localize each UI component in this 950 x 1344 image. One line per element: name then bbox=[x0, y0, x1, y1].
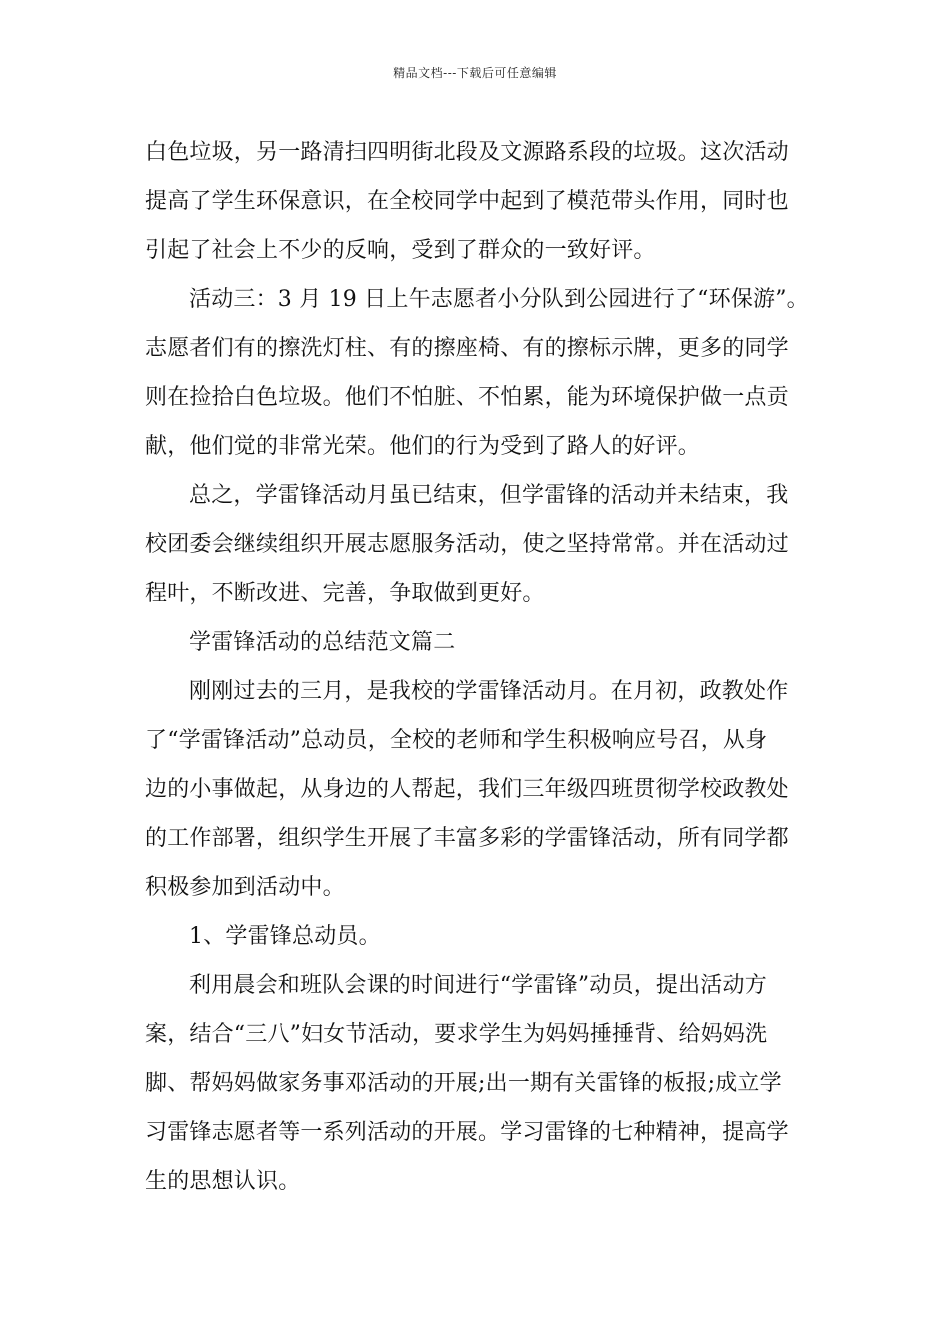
text-line: 利用晨会和班队会课的时间进行“学雷锋”动员，提出活动方 bbox=[189, 973, 767, 998]
text-line: 提高了学生环保意识，在全校同学中起到了模范带头作用，同时也 bbox=[145, 189, 789, 214]
text-line: 总之，学雷锋活动月虽已结束，但学雷锋的活动并未结束，我 bbox=[189, 483, 789, 508]
heading-line: 学雷锋活动的总结范文篇二 bbox=[189, 630, 456, 655]
text-line: 刚刚过去的三月，是我校的学雷锋活动月。在月初，政教处作 bbox=[189, 679, 789, 704]
text-line: 则在捡拾白色垃圾。他们不怕脏、不怕累，能为环境保护做一点贡 bbox=[145, 385, 789, 410]
subheading-line: 1、学雷锋总动员。 bbox=[189, 924, 381, 949]
text-line: 案，结合“三八”妇女节活动，要求学生为妈妈捶捶背、给妈妈洗 bbox=[145, 1022, 768, 1047]
text-line: 积极参加到活动中。 bbox=[145, 875, 345, 900]
text-line: 校团委会继续组织开展志愿服务活动，使之坚持常常。并在活动过 bbox=[145, 532, 789, 557]
section-heading bbox=[145, 618, 805, 667]
text-line: 白色垃圾，另一路清扫四明街北段及文源路系段的垃圾。这次活动 bbox=[145, 140, 789, 165]
text-line: 引起了社会上不少的反响，受到了群众的一致好评。 bbox=[145, 238, 656, 263]
text-line: 习雷锋志愿者等一系列活动的开展。学习雷锋的七种精神，提高学 bbox=[145, 1120, 789, 1145]
text-line: 脚、帮妈妈做家务事邓活动的开展;出一期有关雷锋的板报;成立学 bbox=[145, 1071, 782, 1096]
text-line: 程叶，不断改进、完善，争取做到更好。 bbox=[145, 581, 545, 606]
text-line: 生的思想认识。 bbox=[145, 1169, 301, 1194]
text-line: 志愿者们有的擦洗灯柱、有的擦座椅、有的擦标示牌，更多的同学 bbox=[145, 336, 789, 361]
subheading-1 bbox=[145, 912, 805, 961]
paragraph-2 bbox=[145, 275, 809, 471]
paragraph-3 bbox=[145, 471, 805, 618]
text-line: 献，他们觉的非常光荣。他们的行为受到了路人的好评。 bbox=[145, 434, 701, 459]
paragraph-1 bbox=[145, 128, 805, 275]
paragraph-5 bbox=[145, 667, 805, 912]
document-body bbox=[145, 128, 809, 1206]
page-header: 精品文档---下载后可任意编辑 bbox=[393, 66, 557, 80]
text-line: 了“学雷锋活动”总动员，全校的老师和学生积极响应号召，从身 bbox=[145, 728, 768, 753]
text-line: 活动三：3 月 19 日上午志愿者小分队到公园进行了“环保游”。 bbox=[189, 287, 809, 312]
text-line: 边的小事做起，从身边的人帮起，我们三年级四班贯彻学校政教处 bbox=[145, 777, 789, 802]
paragraph-7 bbox=[145, 961, 805, 1206]
text-line: 的工作部署，组织学生开展了丰富多彩的学雷锋活动，所有同学都 bbox=[145, 826, 789, 851]
